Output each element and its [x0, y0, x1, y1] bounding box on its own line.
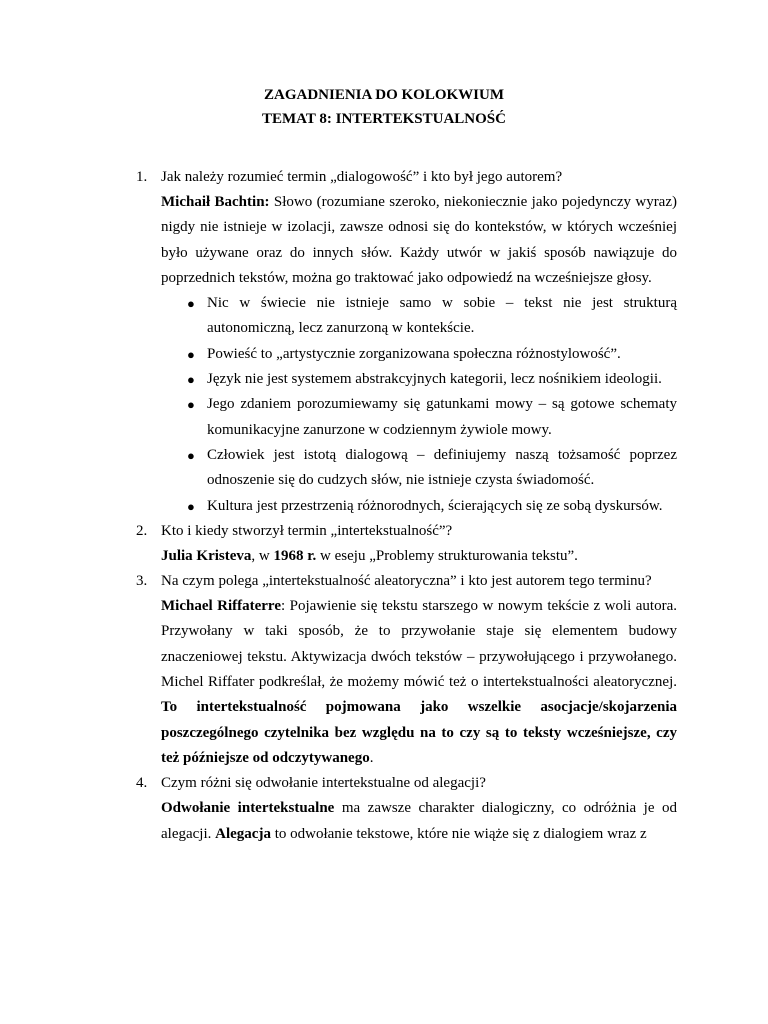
answer-2-text-rest: w eseju „Problemy strukturowania tekstu”. [316, 547, 578, 564]
answer-2-author: Julia Kristeva [161, 547, 252, 564]
question-2-text: Kto i kiedy stworzył termin „intertekstualność”? [161, 522, 453, 539]
bullet-icon: ● [187, 498, 195, 514]
question-4-number: 4. [136, 775, 148, 792]
question-4-text: Czym różni się odwołanie intertekstualne od alegacji? [161, 775, 486, 792]
answer-1-text: Słowo (rozumiane szeroko, niekoniecznie jako pojedynczy wyraz) nigdy nie istnieje w izolacji, zawsze odnosi się do kontekstów, w których wcześniej było używane oraz do innych słów. Każdy utwór w jakiś sposób nawiązuje do poprzednich tekstów, można go traktować jako odpowiedź na wcześniejsze głosy. [161, 194, 677, 286]
answer-3 [161, 594, 677, 771]
bullet-item [187, 443, 677, 494]
answer-1 [161, 190, 677, 291]
answer-4-text: ma zawsze charakter dialogiczny, co odróżnia je od alegacji. [161, 800, 677, 842]
document-body [0, 165, 768, 847]
document-title: ZAGADNIENIA DO KOLOKWIUM [263, 87, 505, 103]
answer-4-term-1: Odwołanie intertekstualne [161, 800, 335, 817]
answer-3-definition: To intertekstualność pojmowana jako wszelkie asocjacje/skojarzenia poszczególnego czytelnika bez względu na to czy są to teksty wcześniejsze, czy też późniejsze od odczytywanego [161, 699, 677, 766]
question-1 [0, 165, 677, 190]
question-1-number: 1. [136, 169, 148, 185]
bullet-icon: ● [187, 397, 195, 413]
bullet-text: Kultura jest przestrzenią różnorodnych, ścierających się ze sobą dyskursów. [207, 497, 663, 514]
bullet-item [187, 291, 677, 342]
document-subtitle: TEMAT 8: INTERTEKSTUALNOŚĆ [262, 111, 506, 127]
bullet-icon: ● [187, 372, 195, 388]
bullet-text: Nic w świecie nie istnieje samo w sobie – tekst nie jest strukturą autonomiczną, lecz zanurzoną w kontekście. [207, 295, 677, 337]
bullet-icon: ● [187, 447, 195, 463]
bullet-icon: ● [187, 346, 195, 362]
bullet-text: Jego zdaniem porozumiewamy się gatunkami mowy – są gotowe schematy komunikacyjne zanurzone w codziennym żywiole mowy. [207, 396, 677, 438]
bullet-item [187, 367, 677, 392]
answer-4 [161, 796, 677, 847]
question-2-number: 2. [136, 522, 148, 539]
question-4 [0, 771, 677, 796]
bullet-text: Język nie jest systemem abstrakcyjnych kategorii, lecz nośnikiem ideologii. [207, 371, 662, 388]
answer-3-text-end: . [369, 749, 374, 766]
bullet-item [187, 494, 677, 519]
bullet-text: Powieść to „artystycznie zorganizowana społeczna różnostylowość”. [207, 345, 621, 362]
answer-2 [161, 544, 677, 569]
answer-1-bullet-list [0, 291, 768, 519]
question-2 [0, 519, 677, 544]
question-3-text: Na czym polega „intertekstualność aleatoryczna” i kto jest autorem tego terminu? [161, 573, 652, 590]
answer-4-term-2: Alegacja [215, 825, 271, 842]
answer-3-author: Michael Riffaterre [161, 598, 281, 615]
answer-2-text: , w [251, 547, 274, 564]
bullet-icon: ● [187, 296, 195, 312]
question-3-number: 3. [136, 573, 148, 590]
bullet-item [187, 392, 677, 443]
answer-4-text-rest: to odwołanie tekstowe, które nie wiąże się z dialogiem wraz z [270, 825, 647, 842]
bullet-item [187, 342, 677, 367]
answer-1-author: Michaił Bachtin: [161, 194, 270, 210]
bullet-text: Człowiek jest istotą dialogową – definiujemy naszą tożsamość poprzez odnoszenie się do cudzych słów, nie istnieje czysta świadomość. [207, 446, 677, 489]
question-3 [0, 569, 677, 594]
question-1-text: Jak należy rozumieć termin „dialogowość” i kto był jego autorem? [161, 169, 563, 185]
answer-2-year: 1968 r. [273, 547, 317, 564]
answer-3-text: : Pojawienie się tekstu starszego w nowym tekście z woli autora. Przywołany w taki sposób, że to przywołanie staje się elementem budowy znaczeniowej tekstu. Aktywizacja dwóch tekstów – przywołującego i przywołanego. Michel Riffater podkreślał, że możemy mówić też o intertekstualności aleatorycznej. [161, 598, 677, 691]
